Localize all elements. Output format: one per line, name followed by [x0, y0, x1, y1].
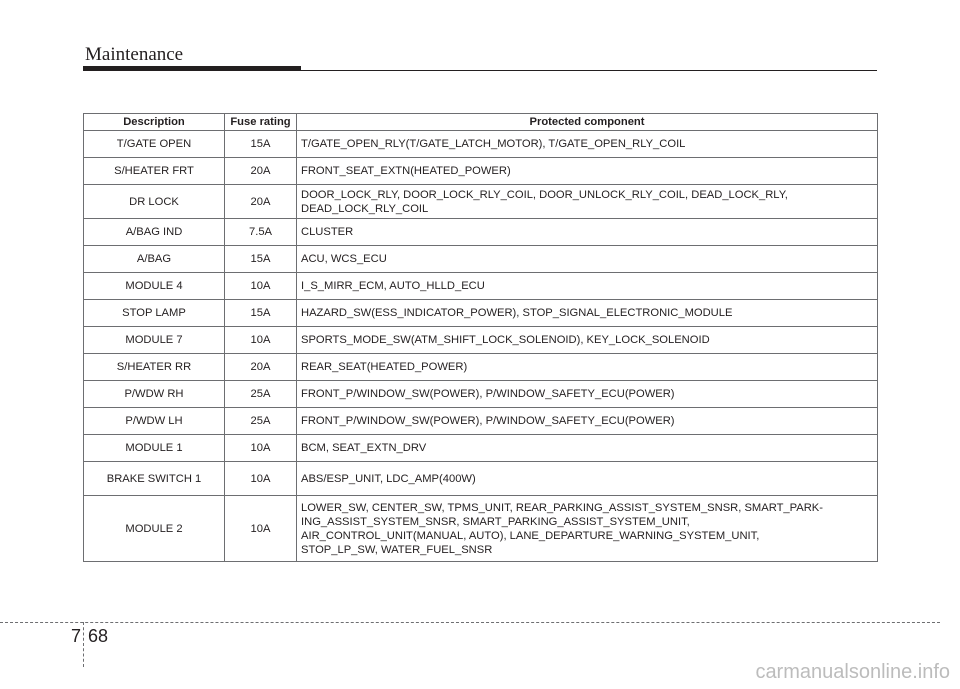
cell-protected-component: REAR_SEAT(HEATED_POWER): [297, 354, 878, 381]
table-row: [84, 354, 878, 381]
cell-protected-component: ABS/ESP_UNIT, LDC_AMP(400W): [297, 462, 878, 496]
cell-fuse-rating: 10A: [225, 462, 297, 496]
table-row: [84, 273, 878, 300]
cell-protected-component: LOWER_SW, CENTER_SW, TPMS_UNIT, REAR_PARKING_ASSIST_SYSTEM_SNSR, SMART_PARK- ING_ASSIST_SYSTEM_SNSR, SMART_PARKING_ASSIST_SYSTEM_UNIT, AIR_CONTROL_UNIT(MANUAL, AUTO), LANE_DEPARTURE_WARNING_SYSTEM_UNIT, STOP_LP_SW, WATER_FUEL_SNSR: [297, 496, 878, 562]
cell-description: MODULE 2: [84, 496, 225, 562]
table-row: [84, 158, 878, 185]
cell-protected-component: HAZARD_SW(ESS_INDICATOR_POWER), STOP_SIGNAL_ELECTRONIC_MODULE: [297, 300, 878, 327]
cell-protected-component: FRONT_P/WINDOW_SW(POWER), P/WINDOW_SAFETY_ECU(POWER): [297, 381, 878, 408]
cell-protected-component: BCM, SEAT_EXTN_DRV: [297, 435, 878, 462]
table-row: [84, 185, 878, 219]
column-header-description: Description: [84, 114, 225, 131]
cell-protected-component: DOOR_LOCK_RLY, DOOR_LOCK_RLY_COIL, DOOR_UNLOCK_RLY_COIL, DEAD_LOCK_RLY, DEAD_LOCK_RLY_COIL: [297, 185, 878, 219]
cell-fuse-rating: 10A: [225, 327, 297, 354]
footer-dashed-rule: [0, 622, 940, 623]
cell-description: P/WDW LH: [84, 408, 225, 435]
cell-fuse-rating: 10A: [225, 496, 297, 562]
table-row: [84, 496, 878, 562]
cell-description: T/GATE OPEN: [84, 131, 225, 158]
cell-fuse-rating: 20A: [225, 354, 297, 381]
cell-fuse-rating: 15A: [225, 246, 297, 273]
cell-protected-component: I_S_MIRR_ECM, AUTO_HLLD_ECU: [297, 273, 878, 300]
watermark-text: carmanualsonline.info: [755, 661, 950, 683]
table-row: [84, 408, 878, 435]
cell-fuse-rating: 20A: [225, 158, 297, 185]
cell-protected-component: CLUSTER: [297, 219, 878, 246]
fuse-table-body: [84, 131, 878, 562]
cell-protected-component: FRONT_P/WINDOW_SW(POWER), P/WINDOW_SAFETY_ECU(POWER): [297, 408, 878, 435]
cell-protected-component: FRONT_SEAT_EXTN(HEATED_POWER): [297, 158, 878, 185]
cell-description: P/WDW RH: [84, 381, 225, 408]
footer-dashed-divider: [83, 622, 84, 667]
table-row: [84, 246, 878, 273]
cell-protected-component: T/GATE_OPEN_RLY(T/GATE_LATCH_MOTOR), T/GATE_OPEN_RLY_COIL: [297, 131, 878, 158]
header-rule-thick: [83, 66, 301, 71]
cell-fuse-rating: 25A: [225, 408, 297, 435]
column-header-protected-component: Protected component: [297, 114, 878, 131]
cell-fuse-rating: 25A: [225, 381, 297, 408]
cell-description: S/HEATER RR: [84, 354, 225, 381]
cell-description: BRAKE SWITCH 1: [84, 462, 225, 496]
column-header-fuse-rating: Fuse rating: [225, 114, 297, 131]
table-row: [84, 327, 878, 354]
table-row: [84, 131, 878, 158]
table-row: [84, 435, 878, 462]
fuse-table: [83, 113, 878, 562]
cell-description: A/BAG: [84, 246, 225, 273]
cell-protected-component: ACU, WCS_ECU: [297, 246, 878, 273]
cell-description: STOP LAMP: [84, 300, 225, 327]
cell-fuse-rating: 10A: [225, 435, 297, 462]
table-row: [84, 381, 878, 408]
cell-description: MODULE 7: [84, 327, 225, 354]
table-row: [84, 300, 878, 327]
cell-fuse-rating: 15A: [225, 131, 297, 158]
table-header-row: [84, 114, 878, 131]
page-number: 68: [88, 626, 109, 646]
cell-description: DR LOCK: [84, 185, 225, 219]
cell-fuse-rating: 15A: [225, 300, 297, 327]
chapter-number: 7: [71, 626, 82, 646]
cell-protected-component: SPORTS_MODE_SW(ATM_SHIFT_LOCK_SOLENOID), KEY_LOCK_SOLENOID: [297, 327, 878, 354]
cell-description: S/HEATER FRT: [84, 158, 225, 185]
header-rule-thin: [301, 70, 877, 71]
cell-fuse-rating: 7.5A: [225, 219, 297, 246]
cell-fuse-rating: 10A: [225, 273, 297, 300]
table-row: [84, 462, 878, 496]
cell-description: A/BAG IND: [84, 219, 225, 246]
table-row: [84, 219, 878, 246]
section-title: Maintenance: [85, 44, 184, 65]
cell-description: MODULE 4: [84, 273, 225, 300]
cell-description: MODULE 1: [84, 435, 225, 462]
cell-fuse-rating: 20A: [225, 185, 297, 219]
